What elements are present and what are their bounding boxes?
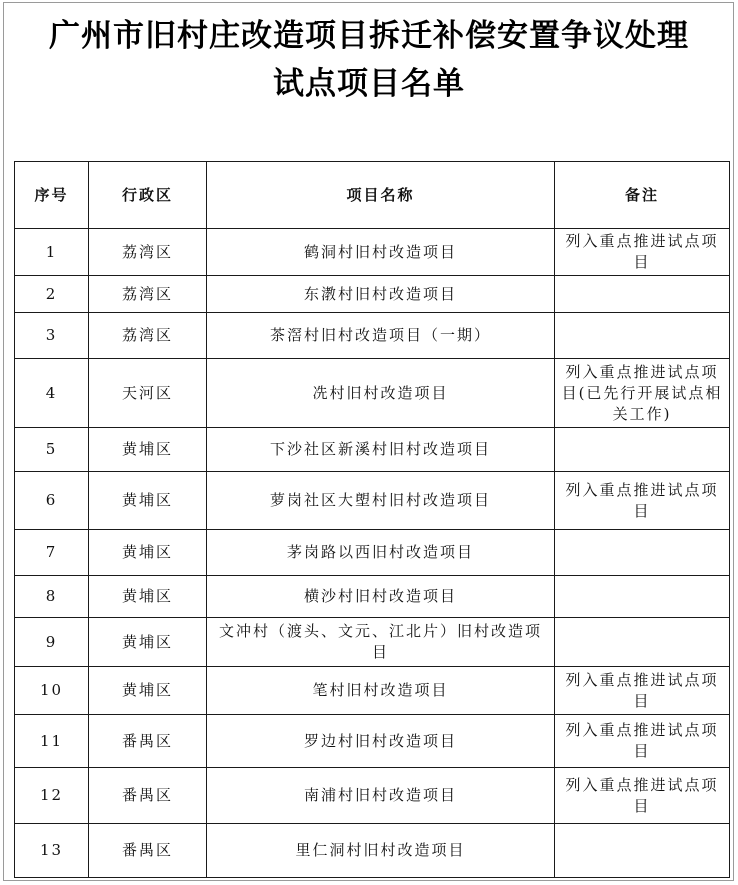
table-row [15,313,730,359]
row-district: 荔湾区 [89,229,207,276]
row-district: 黄埔区 [89,618,207,667]
row-note: 列入重点推进试点项目 [555,472,730,530]
row-project: 南浦村旧村改造项目 [207,768,555,824]
row-district: 番禺区 [89,824,207,878]
table-row [15,530,730,576]
table-row [15,229,730,276]
row-district: 黄埔区 [89,667,207,715]
table-row [15,667,730,715]
row-no: 4 [15,359,89,428]
row-district: 天河区 [89,359,207,428]
table-row [15,428,730,472]
row-note: 列入重点推进试点项目 [555,768,730,824]
row-note: 列入重点推进试点项目 [555,715,730,768]
table-row [15,715,730,768]
row-project: 茅岗路以西旧村改造项目 [207,530,555,576]
row-district: 黄埔区 [89,428,207,472]
header-project: 项目名称 [207,162,555,229]
row-project: 笔村旧村改造项目 [207,667,555,715]
row-no: 2 [15,276,89,313]
row-district: 荔湾区 [89,276,207,313]
row-district: 黄埔区 [89,530,207,576]
row-district: 番禺区 [89,768,207,824]
row-no: 1 [15,229,89,276]
row-district: 荔湾区 [89,313,207,359]
row-note [555,618,730,667]
row-note [555,276,730,313]
row-no: 8 [15,576,89,618]
row-note [555,428,730,472]
row-project: 文冲村（渡头、文元、江北片）旧村改造项目 [207,618,555,667]
row-no: 12 [15,768,89,824]
row-project: 里仁洞村旧村改造项目 [207,824,555,878]
document-title-line-1: 广州市旧村庄改造项目拆迁补偿安置争议处理 [49,18,689,54]
row-note: 列入重点推进试点项目(已先行开展试点相关工作) [555,359,730,428]
table-row [15,359,730,428]
header-no: 序号 [15,162,89,229]
header-note: 备注 [555,162,730,229]
row-no: 7 [15,530,89,576]
row-no: 13 [15,824,89,878]
row-no: 10 [15,667,89,715]
row-district: 黄埔区 [89,472,207,530]
row-district: 黄埔区 [89,576,207,618]
row-project: 罗边村旧村改造项目 [207,715,555,768]
row-project: 东漖村旧村改造项目 [207,276,555,313]
table-row [15,824,730,878]
row-district: 番禺区 [89,715,207,768]
row-note [555,576,730,618]
row-project: 鹤洞村旧村改造项目 [207,229,555,276]
pilot-project-table [14,161,730,878]
header-district: 行政区 [89,162,207,229]
row-no: 9 [15,618,89,667]
row-note [555,530,730,576]
row-project: 萝岗社区大塱村旧村改造项目 [207,472,555,530]
table-row [15,276,730,313]
row-note [555,824,730,878]
table-row [15,618,730,667]
row-project: 下沙社区新溪村旧村改造项目 [207,428,555,472]
row-note: 列入重点推进试点项目 [555,229,730,276]
row-project: 冼村旧村改造项目 [207,359,555,428]
row-no: 6 [15,472,89,530]
row-project: 横沙村旧村改造项目 [207,576,555,618]
table-row [15,472,730,530]
row-no: 11 [15,715,89,768]
row-no: 3 [15,313,89,359]
row-note [555,313,730,359]
row-no: 5 [15,428,89,472]
row-note: 列入重点推进试点项目 [555,667,730,715]
row-project: 茶滘村旧村改造项目（一期） [207,313,555,359]
document-title-line-2: 试点项目名单 [273,66,465,102]
table-row [15,576,730,618]
table-row [15,768,730,824]
table-header-row [15,162,730,229]
